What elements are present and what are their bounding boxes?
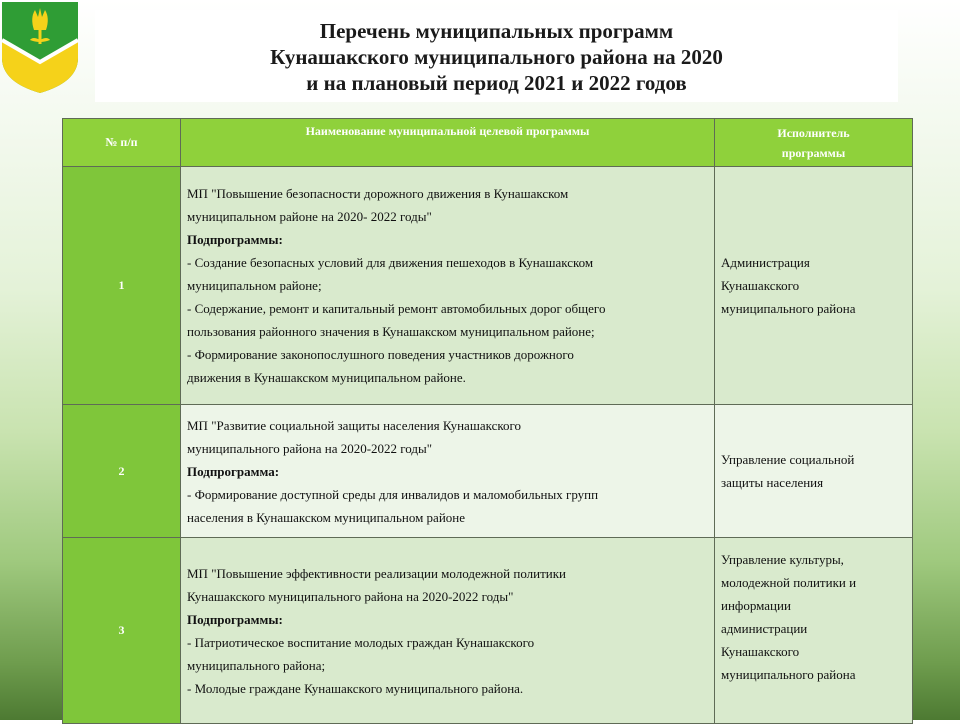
program-description (181, 167, 715, 405)
desc-line: муниципальном районе; (187, 278, 322, 293)
header-executor-line-1: Исполнитель (777, 125, 850, 140)
executor-line: молодежной политики и (721, 575, 857, 590)
title-line-1: Перечень муниципальных программ (319, 19, 674, 43)
header-executor (715, 119, 913, 167)
row-number: 2 (63, 405, 181, 538)
executor-line: информации (721, 598, 791, 613)
desc-line: муниципальном районе на 2020- 2022 годы" (187, 209, 432, 224)
programs-table (62, 118, 913, 724)
table-row (63, 167, 913, 405)
title-line-3: и на плановый период 2021 и 2022 годов (306, 71, 687, 95)
row-number: 1 (63, 167, 181, 405)
executor-line: Управление социальной (721, 452, 855, 467)
desc-line: движения в Кунашакском муниципальном районе. (187, 370, 466, 385)
desc-line: - Формирование законопослушного поведения участников дорожного (187, 347, 574, 362)
desc-line: населения в Кунашакском муниципальном районе (187, 509, 466, 525)
desc-line: - Молодые граждане Кунашакского муниципального района. (187, 680, 524, 696)
table-row (63, 405, 913, 538)
desc-line: МП "Повышение эффективности реализации молодежной политики (187, 565, 567, 581)
executor-line: Администрация (721, 255, 810, 270)
page-title (95, 10, 898, 102)
program-executor (715, 167, 913, 405)
desc-line: - Содержание, ремонт и капитальный ремонт автомобильных дорог общего (187, 301, 606, 316)
desc-line: - Формирование доступной среды для инвалидов и маломобильных групп (187, 486, 599, 502)
program-description (181, 405, 715, 538)
program-description (181, 538, 715, 724)
desc-line: МП "Повышение безопасности дорожного движения в Кунашакском (187, 186, 569, 201)
program-executor (715, 538, 913, 724)
header-executor-line-2: программы (781, 145, 846, 160)
subprograms-label: Подпрограмма: (187, 463, 280, 479)
desc-line: муниципального района; (187, 657, 326, 673)
executor-line: Кунашакского (721, 644, 800, 659)
header-num: № п/п (63, 119, 181, 167)
row-number: 3 (63, 538, 181, 724)
executor-line: Управление культуры, (721, 552, 844, 567)
executor-line: муниципального района (721, 301, 856, 316)
desc-line: муниципального района на 2020-2022 годы" (187, 440, 433, 456)
executor-line: защиты населения (721, 475, 824, 490)
desc-line: - Создание безопасных условий для движения пешеходов в Кунашакском (187, 255, 594, 270)
table-row (63, 538, 913, 724)
executor-line: Кунашакского (721, 278, 800, 293)
program-executor (715, 405, 913, 538)
table-header-row (63, 119, 913, 167)
desc-line: МП "Развитие социальной защиты населения Кунашакского (187, 417, 522, 433)
district-emblem-icon (0, 0, 80, 95)
desc-line: пользования районного значения в Кунашакском муниципальном районе; (187, 324, 595, 339)
subprograms-label: Подпрограммы: (187, 611, 283, 627)
executor-line: администрации (721, 621, 808, 636)
desc-line: Кунашакского муниципального района на 2020-2022 годы" (187, 588, 514, 604)
executor-line: муниципального района (721, 667, 856, 682)
desc-line: - Патриотическое воспитание молодых граждан Кунашакского (187, 634, 535, 650)
header-program-name: Наименование муниципальной целевой программы (181, 119, 715, 167)
subprograms-label: Подпрограммы: (187, 232, 283, 247)
title-line-2: Кунашакского муниципального района на 2020 (270, 45, 723, 69)
